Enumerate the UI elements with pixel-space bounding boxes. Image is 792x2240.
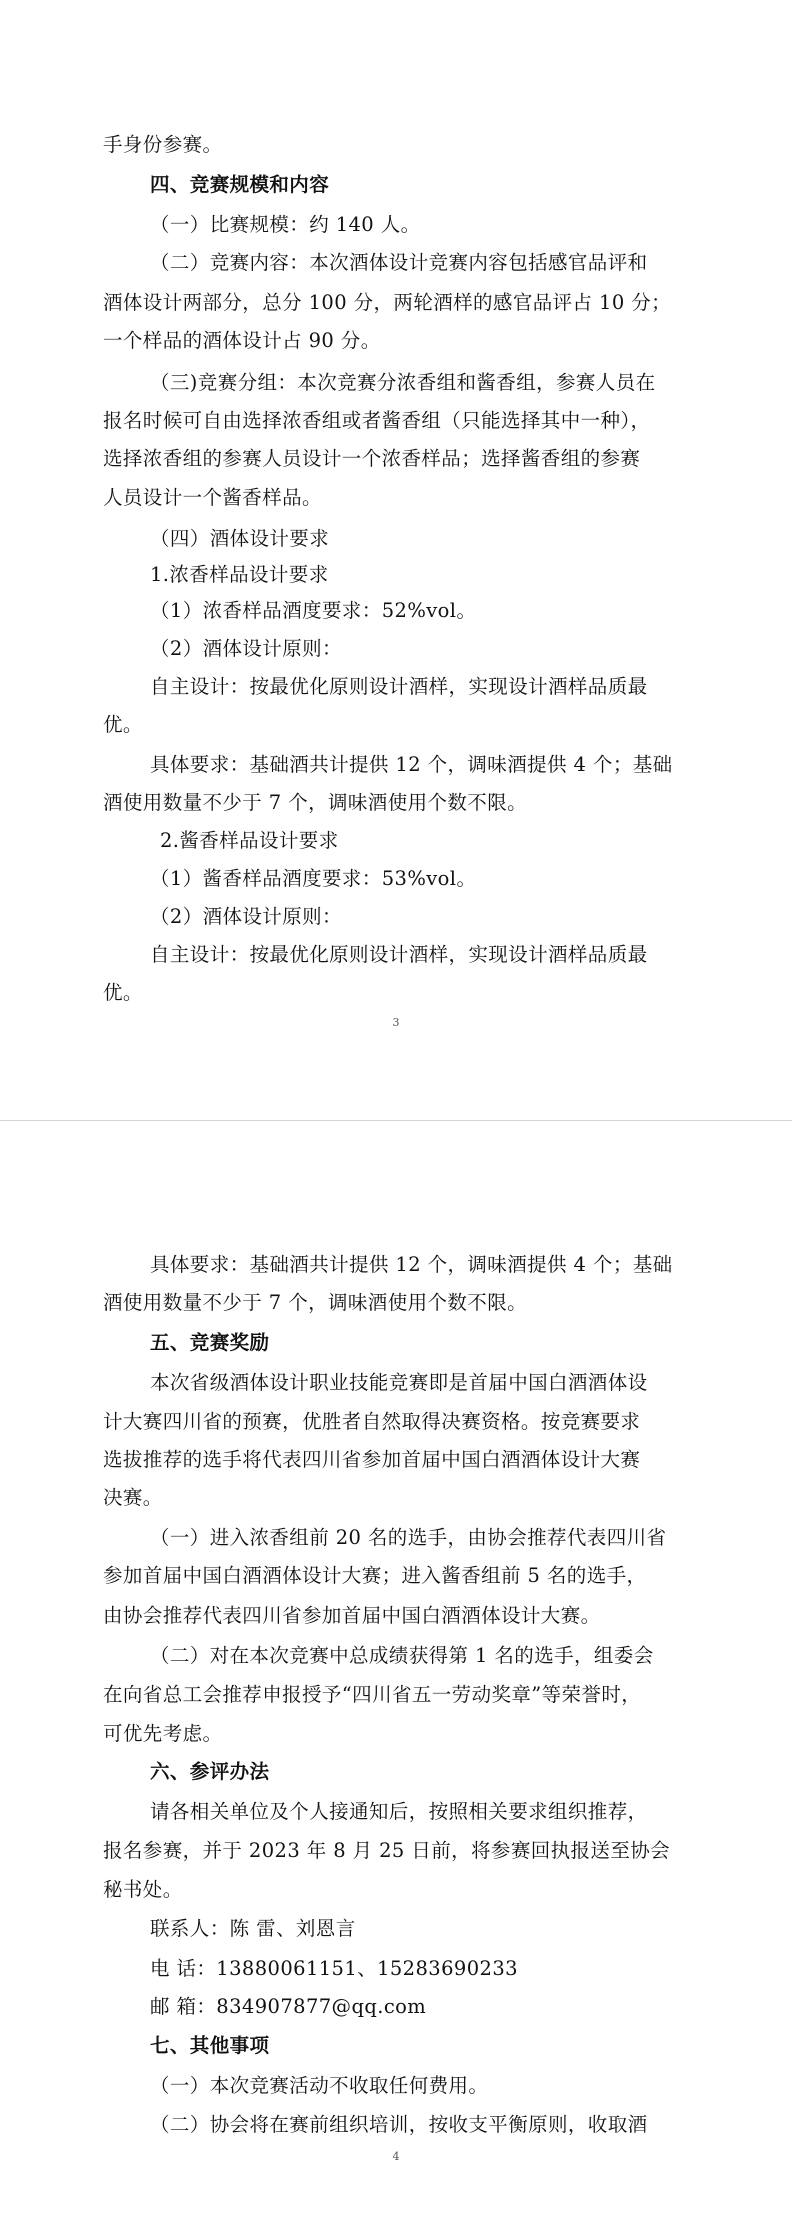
body-text-line: 计大赛四川省的预赛，优胜者自然取得决赛资格。按竞赛要求 [103,1410,641,1433]
body-text-line: 具体要求：基础酒共计提供 12 个，调味酒提供 4 个；基础 [150,1253,673,1276]
body-text-line: 优。 [103,713,143,736]
body-text-line: （二）竞赛内容：本次酒体设计竞赛内容包括感官品评和 [150,251,648,274]
body-text-line: 人员设计一个酱香样品。 [103,486,322,509]
subsection-heading: 1.浓香样品设计要求 [150,563,329,586]
section-heading: 四、竞赛规模和内容 [150,173,330,196]
page-number: 3 [392,1016,400,1029]
body-text-line: 具体要求：基础酒共计提供 12 个，调味酒提供 4 个；基础 [150,753,673,776]
body-text-line: 在向省总工会推荐申报授予“四川省五一劳动奖章”等荣誉时， [103,1683,642,1706]
body-text-line: （2）酒体设计原则： [150,637,342,660]
body-text-line: （一）进入浓香组前 20 名的选手，由协会推荐代表四川省 [150,1526,667,1549]
contact-phone: 电 话：13880061151、15283690233 [150,1957,518,1980]
body-text-line: 自主设计：按最优化原则设计酒样，实现设计酒样品质最 [150,943,648,966]
body-text-line: 请各相关单位及个人接通知后，按照相关要求组织推荐， [150,1800,648,1823]
body-text-line: 本次省级酒体设计职业技能竞赛即是首届中国白酒酒体设 [150,1371,648,1394]
body-text-line: （1）酱香样品酒度要求：53%vol。 [150,867,477,890]
body-text-line: 参加首届中国白酒酒体设计大赛；进入酱香组前 5 名的选手， [103,1564,647,1587]
body-text-line: （三)竞赛分组：本次竞赛分浓香组和酱香组，参赛人员在 [150,371,656,394]
body-text-line: 决赛。 [103,1486,163,1509]
subsection-heading: 2.酱香样品设计要求 [160,829,339,852]
body-text-line: 报名时候可自由选择浓香组或者酱香组（只能选择其中一种）， [103,409,651,432]
body-text-line: 由协会推荐代表四川省参加首届中国白酒酒体设计大赛。 [103,1604,601,1627]
contact-email: 邮 箱：834907877@qq.com [150,1995,427,2018]
body-text-line: 选拔推荐的选手将代表四川省参加首届中国白酒酒体设计大赛 [103,1448,641,1471]
body-text-line: 报名参赛，并于 2023 年 8 月 25 日前，将参赛回执报送至协会 [103,1839,671,1862]
subsection-heading: （四）酒体设计要求 [150,527,330,550]
body-text-line: （2）酒体设计原则： [150,905,342,928]
body-text-line: 秘书处。 [103,1878,183,1901]
body-text-line: （二）对在本次竞赛中总成绩获得第 1 名的选手，组委会 [150,1644,654,1667]
body-text-line: 酒体设计两部分，总分 100 分，两轮酒样的感官品评占 10 分； [103,291,672,314]
document-page-4 [0,1121,792,2240]
body-text-line: 酒使用数量不少于 7 个，调味酒使用个数不限。 [103,791,528,814]
contact-person: 联系人：陈 雷、刘恩言 [150,1917,356,1940]
body-text-line: （1）浓香样品酒度要求：52%vol。 [150,599,477,622]
body-text-line: 选择浓香组的参赛人员设计一个浓香样品；选择酱香组的参赛 [103,447,641,470]
body-text-line: 手身份参赛。 [103,133,223,156]
section-heading: 五、竞赛奖励 [150,1331,270,1354]
body-text-line: 一个样品的酒体设计占 90 分。 [103,329,381,352]
section-heading: 七、其他事项 [150,2034,270,2057]
page-number: 4 [392,2150,400,2163]
body-text-line: （一）本次竞赛活动不收取任何费用。 [150,2074,489,2097]
body-text-line: （一）比赛规模：约 140 人。 [150,213,421,236]
body-text-line: 可优先考虑。 [103,1722,223,1745]
body-text-line: 自主设计：按最优化原则设计酒样，实现设计酒样品质最 [150,675,648,698]
body-text-line: （二）协会将在赛前组织培训，按收支平衡原则，收取酒 [150,2113,648,2136]
body-text-line: 优。 [103,981,143,1004]
body-text-line: 酒使用数量不少于 7 个，调味酒使用个数不限。 [103,1291,528,1314]
section-heading: 六、参评办法 [150,1760,270,1783]
